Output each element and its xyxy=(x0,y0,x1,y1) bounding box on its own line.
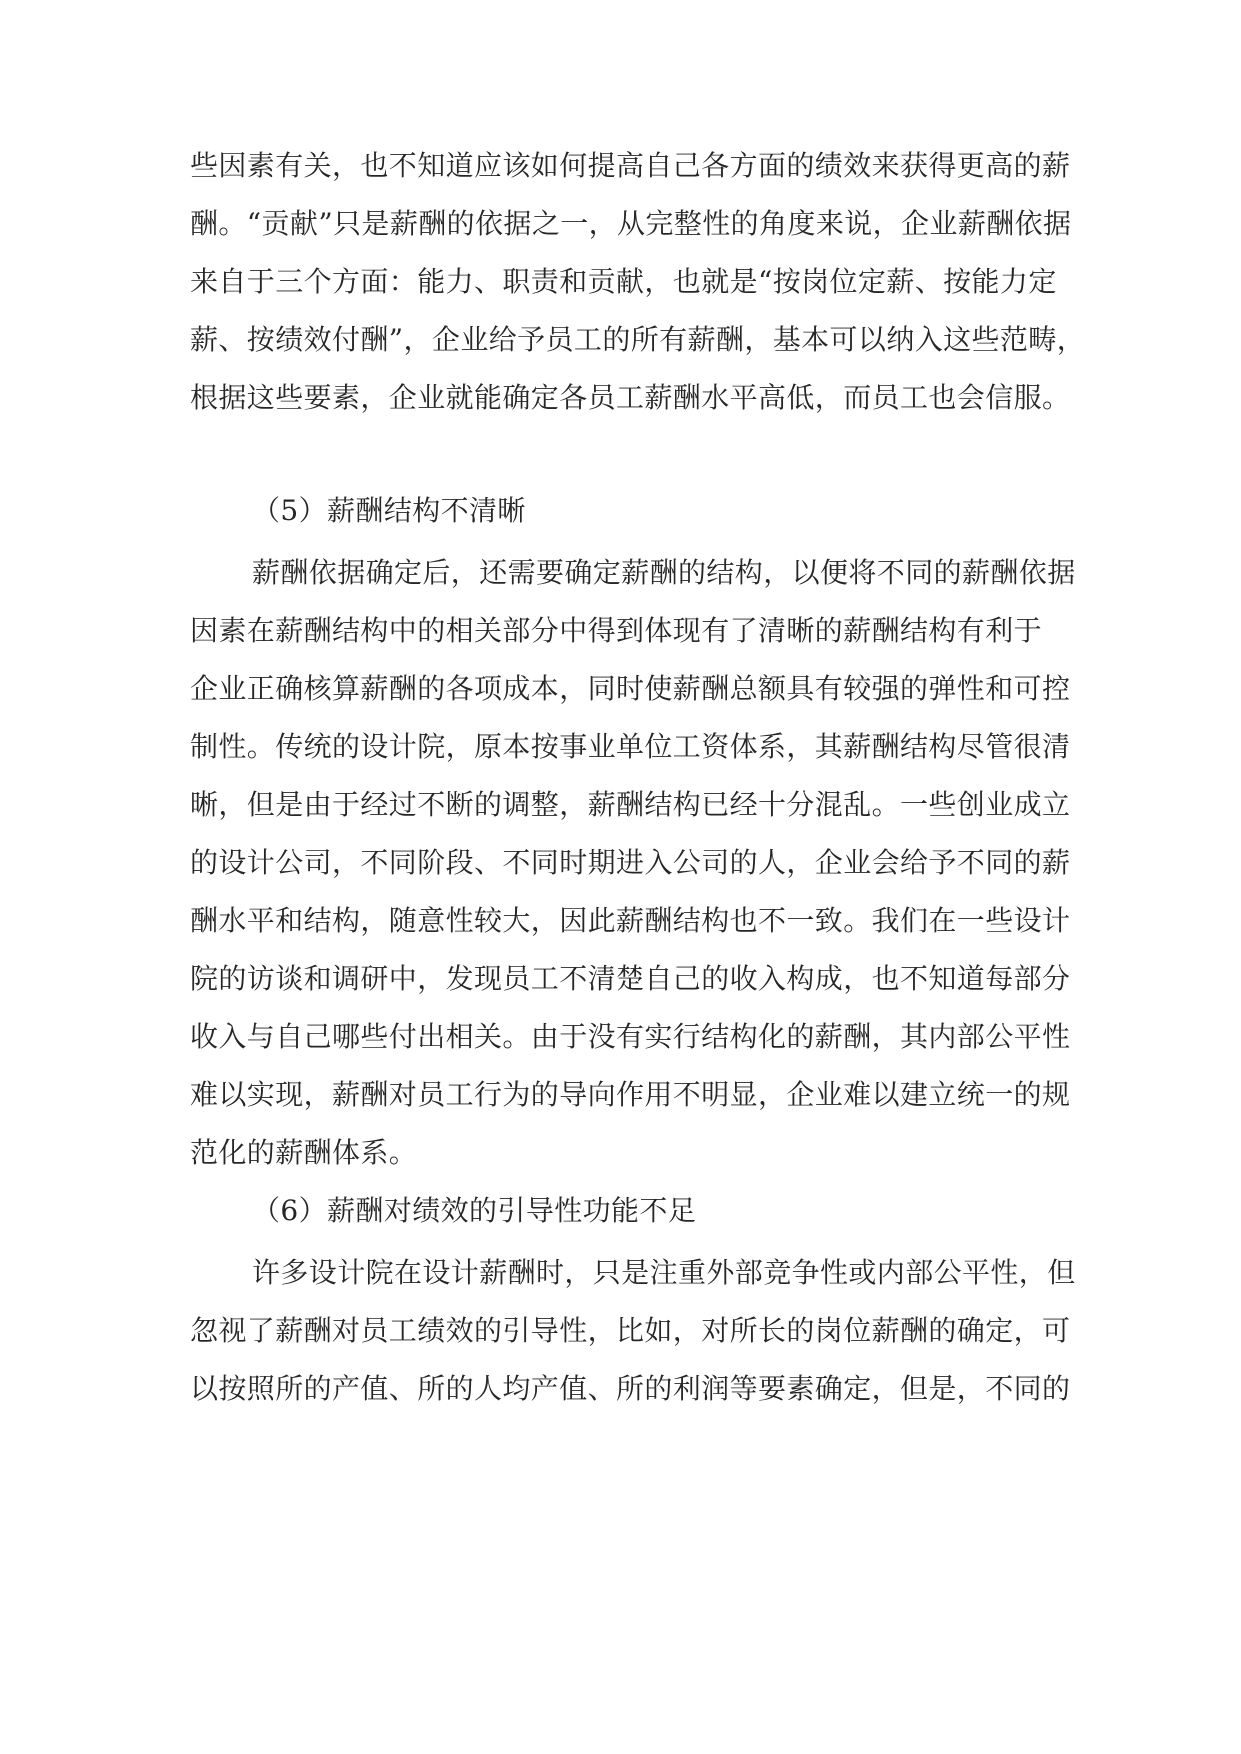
paragraph-line: 院的访谈和调研中，发现员工不清楚自己的收入构成，也不知道每部分 xyxy=(190,962,1071,995)
section-heading-5: （5）薪酬结构不清晰 xyxy=(252,494,526,527)
section-heading-6: （6）薪酬对绩效的引导性功能不足 xyxy=(252,1194,697,1227)
paragraph-line: 薪酬依据确定后，还需要确定薪酬的结构，以便将不同的薪酬依据 xyxy=(252,556,1076,589)
paragraph-line: 薪、按绩效付酬”，企业给予员工的所有薪酬，基本可以纳入这些范畴， xyxy=(190,323,1086,356)
paragraph-line: 制性。传统的设计院，原本按事业单位工资体系，其薪酬结构尽管很清 xyxy=(190,730,1071,763)
paragraph-line: 晰，但是由于经过不断的调整，薪酬结构已经十分混乱。一些创业成立 xyxy=(190,788,1071,821)
paragraph-line: 的设计公司，不同阶段、不同时期进入公司的人，企业会给予不同的薪 xyxy=(190,846,1071,879)
paragraph-line: 根据这些要素，企业就能确定各员工薪酬水平高低，而员工也会信服。 xyxy=(190,381,1071,414)
paragraph-line: 酬水平和结构，随意性较大，因此薪酬结构也不一致。我们在一些设计 xyxy=(190,904,1071,937)
paragraph-line: 以按照所的产值、所的人均产值、所的利润等要素确定，但是，不同的 xyxy=(190,1372,1071,1405)
paragraph-line: 企业正确核算薪酬的各项成本，同时使薪酬总额具有较强的弹性和可控 xyxy=(190,672,1071,705)
paragraph-line: 来自于三个方面：能力、职责和贡献，也就是“按岗位定薪、按能力定 xyxy=(190,265,1057,298)
paragraph-line: 许多设计院在设计薪酬时，只是注重外部竞争性或内部公平性，但 xyxy=(252,1256,1076,1289)
paragraph-line: 难以实现，薪酬对员工行为的导向作用不明显，企业难以建立统一的规 xyxy=(190,1078,1071,1111)
paragraph-line: 收入与自己哪些付出相关。由于没有实行结构化的薪酬，其内部公平性 xyxy=(190,1020,1071,1053)
paragraph-line: 范化的薪酬体系。 xyxy=(190,1136,418,1169)
paragraph-line: 酬。“贡献”只是薪酬的依据之一，从完整性的角度来说，企业薪酬依据 xyxy=(190,207,1072,240)
paragraph-line: 忽视了薪酬对员工绩效的引导性，比如，对所长的岗位薪酬的确定，可 xyxy=(190,1314,1071,1347)
paragraph-line: 因素在薪酬结构中的相关部分中得到体现有了清晰的薪酬结构有利于 xyxy=(190,614,1043,647)
paragraph-line: 些因素有关，也不知道应该如何提高自己各方面的绩效来获得更高的薪 xyxy=(190,149,1071,182)
